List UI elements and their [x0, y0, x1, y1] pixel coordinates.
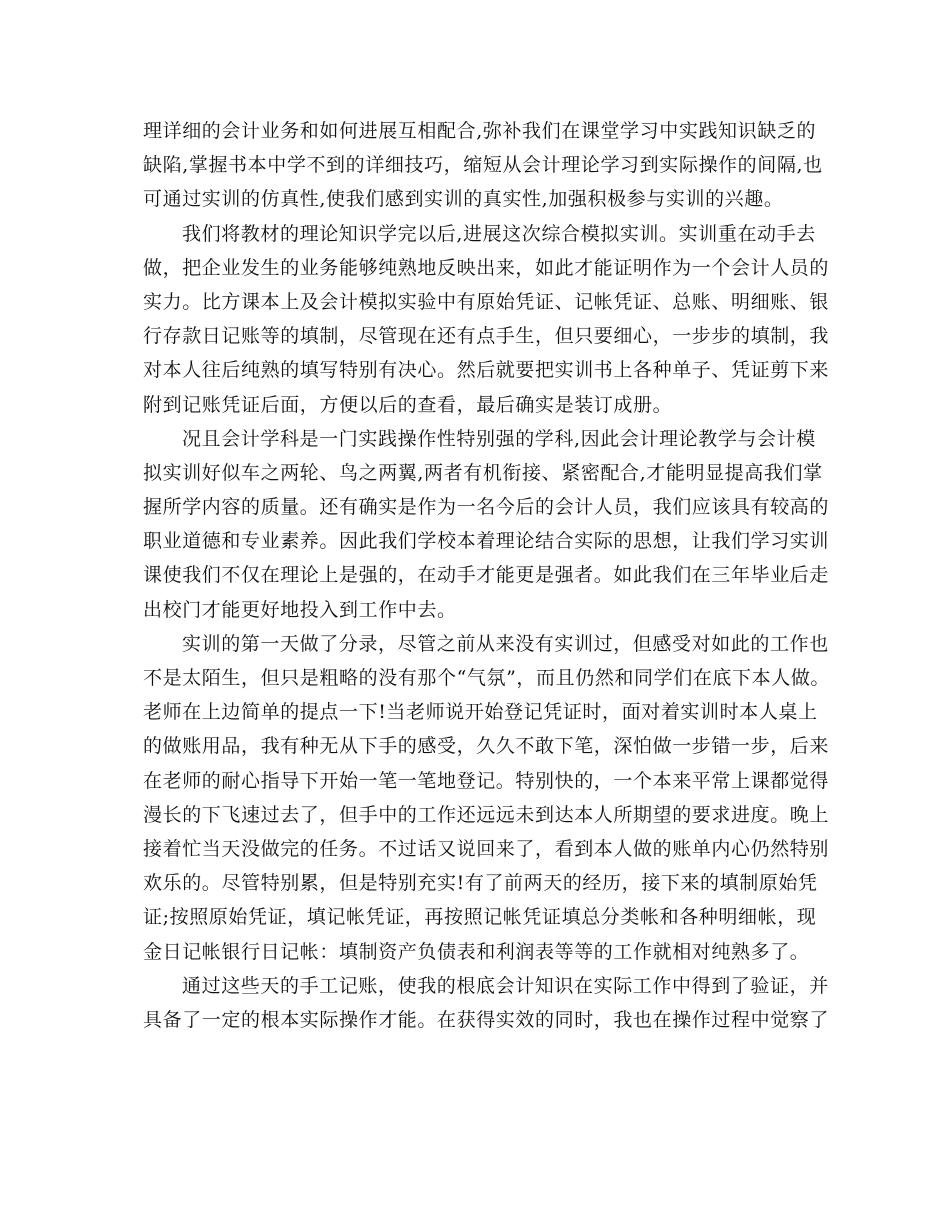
text-line: 漫长的下飞速过去了，但手中的工作还远远未到达本人所期望的要求进度。晚上 [143, 803, 830, 826]
paragraph-start-line: 实训的第一天做了分录，尽管之前从来没有实训过，但感受对如此的工作也 [182, 632, 829, 655]
text-line: 行存款日记账等的填制，尽管现在还有点手生，但只要细心，一步步的填制，我 [143, 325, 830, 348]
text-line: 不是太陌生，但只是粗略的没有那个“气氛”，而且仍然和同学们在底下本人做。 [143, 667, 831, 689]
text-line: 老师在上边简单的提点一下!当老师说开始登记凭证时，面对着实训时本人桌上 [143, 701, 818, 724]
text-line: 具备了一定的根本实际操作才能。在获得实效的同时，我也在操作过程中觉察了 [143, 1008, 830, 1031]
text-line: 理详细的会计业务和如何进展互相配合,弥补我们在课堂学习中实践知识缺乏的 [143, 120, 817, 142]
text-line: 出校门才能更好地投入到工作中去。 [143, 598, 457, 621]
text-line: 可通过实训的仿真性,使我们感到实训的真实性,加强积极参与实训的兴趣。 [143, 188, 784, 211]
text-line: 职业道德和专业素养。因此我们学校本着理论结合实际的思想，让我们学习实训 [143, 530, 830, 553]
text-line: 金日记帐银行日记帐：填制资产负债表和利润表等等的工作就相对纯熟多了。 [143, 940, 810, 963]
text-line: 拟实训好似车之两轮、鸟之两翼,两者有机衔接、紧密配合,才能明显提高我们掌 [143, 461, 823, 484]
text-line: 证;按照原始凭证，填记帐凭证，再按照记帐凭证填总分类帐和各种明细帐，现 [143, 906, 817, 929]
text-line: 接着忙当天没做完的任务。不过话又说回来了，看到本人做的账单内心仍然特别 [143, 837, 830, 860]
text-line: 的做账用品，我有种无从下手的感受，久久不敢下笔，深怕做一步错一步，后来 [143, 735, 830, 758]
body-text [143, 114, 831, 1037]
text-line: 欢乐的。尽管特别累，但是特别充实!有了前两天的经历，接下来的填制原始凭 [143, 872, 818, 895]
text-line: 缺陷,掌握书本中学不到的详细技巧，缩短从会计理论学习到实际操作的间隔,也 [143, 154, 823, 177]
paragraph-start-line: 通过这些天的手工记账，使我的根底会计知识在实际工作中得到了验证，并 [182, 974, 829, 997]
text-line: 课使我们不仅在理论上是强的，在动手才能更是强者。如此我们在三年毕业后走 [143, 564, 830, 587]
text-line: 实力。比方课本上及会计模拟实验中有原始凭证、记帐凭证、总账、明细账、银 [143, 290, 830, 313]
text-line: 对本人往后纯熟的填写特别有决心。然后就要把实训书上各种单子、凭证剪下来 [143, 359, 830, 382]
paragraph-start-line: 况且会计学科是一门实践操作性特别强的学科,因此会计理论教学与会计模 [182, 427, 816, 450]
text-line: 在老师的耐心指导下开始一笔一笔地登记。特别快的，一个本来平常上课都觉得 [143, 769, 830, 792]
text-line: 做，把企业发生的业务能够纯熟地反映出来，如此才能证明作为一个会计人员的 [143, 256, 830, 279]
text-line: 附到记账凭证后面，方便以后的查看，最后确实是装订成册。 [143, 393, 673, 416]
text-line: 握所学内容的质量。还有确实是作为一名今后的会计人员，我们应该具有较高的 [143, 496, 830, 519]
paragraph-start-line: 我们将教材的理论知识学完以后,进展这次综合模拟实训。实训重在动手去 [182, 222, 816, 245]
